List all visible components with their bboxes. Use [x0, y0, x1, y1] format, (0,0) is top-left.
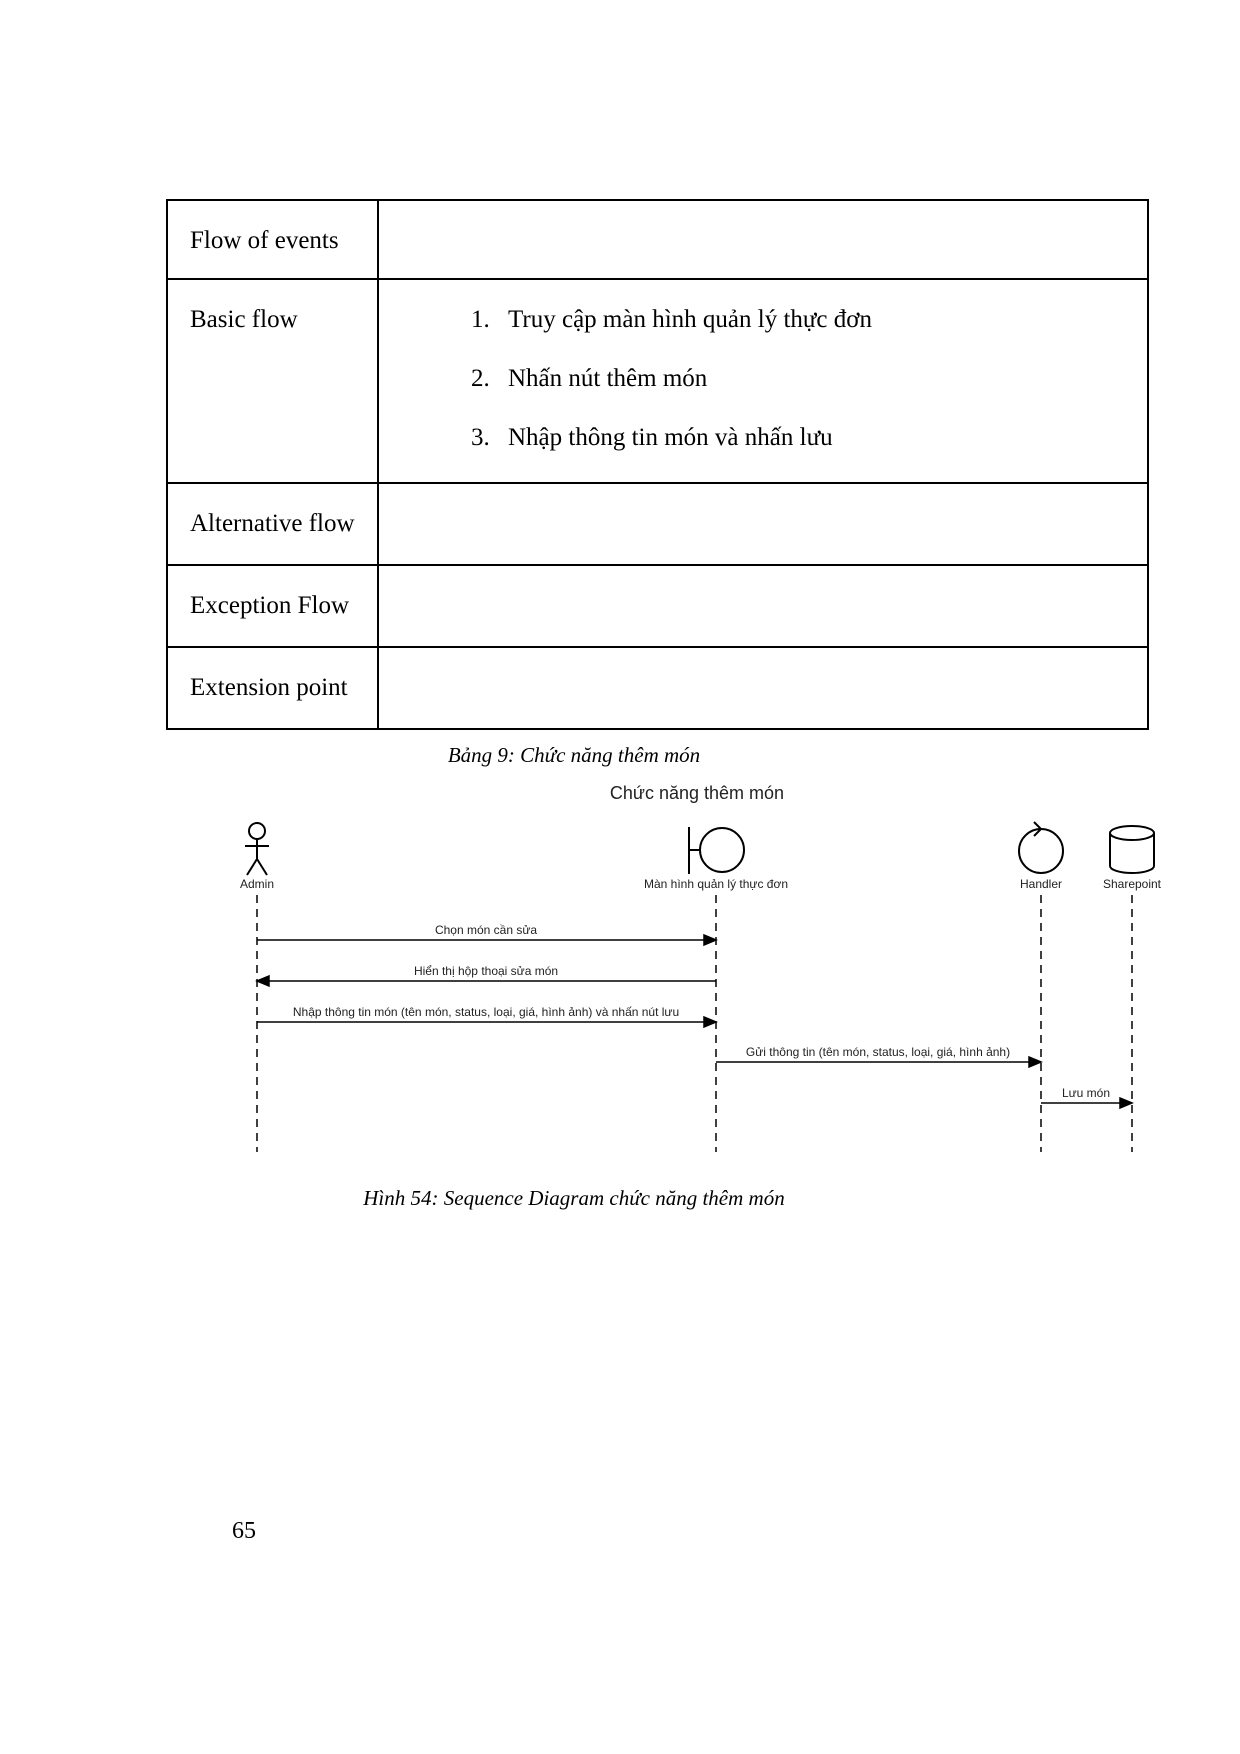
boundary-icon [689, 827, 744, 874]
actor-icon [245, 823, 269, 875]
message-label: Lưu món [1061, 1086, 1111, 1100]
message-label: Gửi thông tin (tên món, status, loại, giá, hình ảnh) [745, 1045, 1011, 1059]
arrowhead [1029, 1057, 1041, 1067]
participant-label-handler: Handler [1019, 877, 1063, 891]
figure-caption: Hình 54: Sequence Diagram chức năng thêm món [363, 1186, 785, 1210]
list-item: 3. Nhập thông tin món và nhấn lưu [471, 424, 833, 451]
participant-label-screen: Màn hình quản lý thực đơn [644, 877, 788, 891]
page-number: 65 [232, 1518, 256, 1544]
arrowhead [1120, 1098, 1132, 1108]
list-item: 2. Nhấn nút thêm món [471, 365, 708, 392]
arrowhead [257, 976, 269, 986]
participant-label-admin: Admin [239, 877, 275, 891]
message-label: Nhập thông tin món (tên món, status, loại, giá, hình ảnh) và nhấn nút lưu [292, 1005, 680, 1019]
arrowhead [704, 935, 716, 945]
arrowhead [704, 1017, 716, 1027]
table-caption: Bảng 9: Chức năng thêm món [447, 743, 701, 767]
row-label: Alternative flow [167, 483, 378, 565]
message-label: Chọn món cần sửa [434, 923, 538, 937]
row-label: Extension point [167, 647, 378, 729]
row-label: Exception Flow [167, 565, 378, 647]
row-label: Flow of events [167, 200, 378, 279]
diagram-title: Chức năng thêm món [609, 783, 785, 803]
list-item: 1. Truy cập màn hình quản lý thực đơn [471, 306, 873, 333]
control-icon [1019, 822, 1063, 873]
row-label: Basic flow [167, 279, 378, 483]
entity-database-icon [1110, 826, 1154, 873]
message-label: Hiển thị hộp thoại sửa món [413, 964, 559, 978]
participant-label-sharepoint: Sharepoint [1102, 877, 1162, 891]
